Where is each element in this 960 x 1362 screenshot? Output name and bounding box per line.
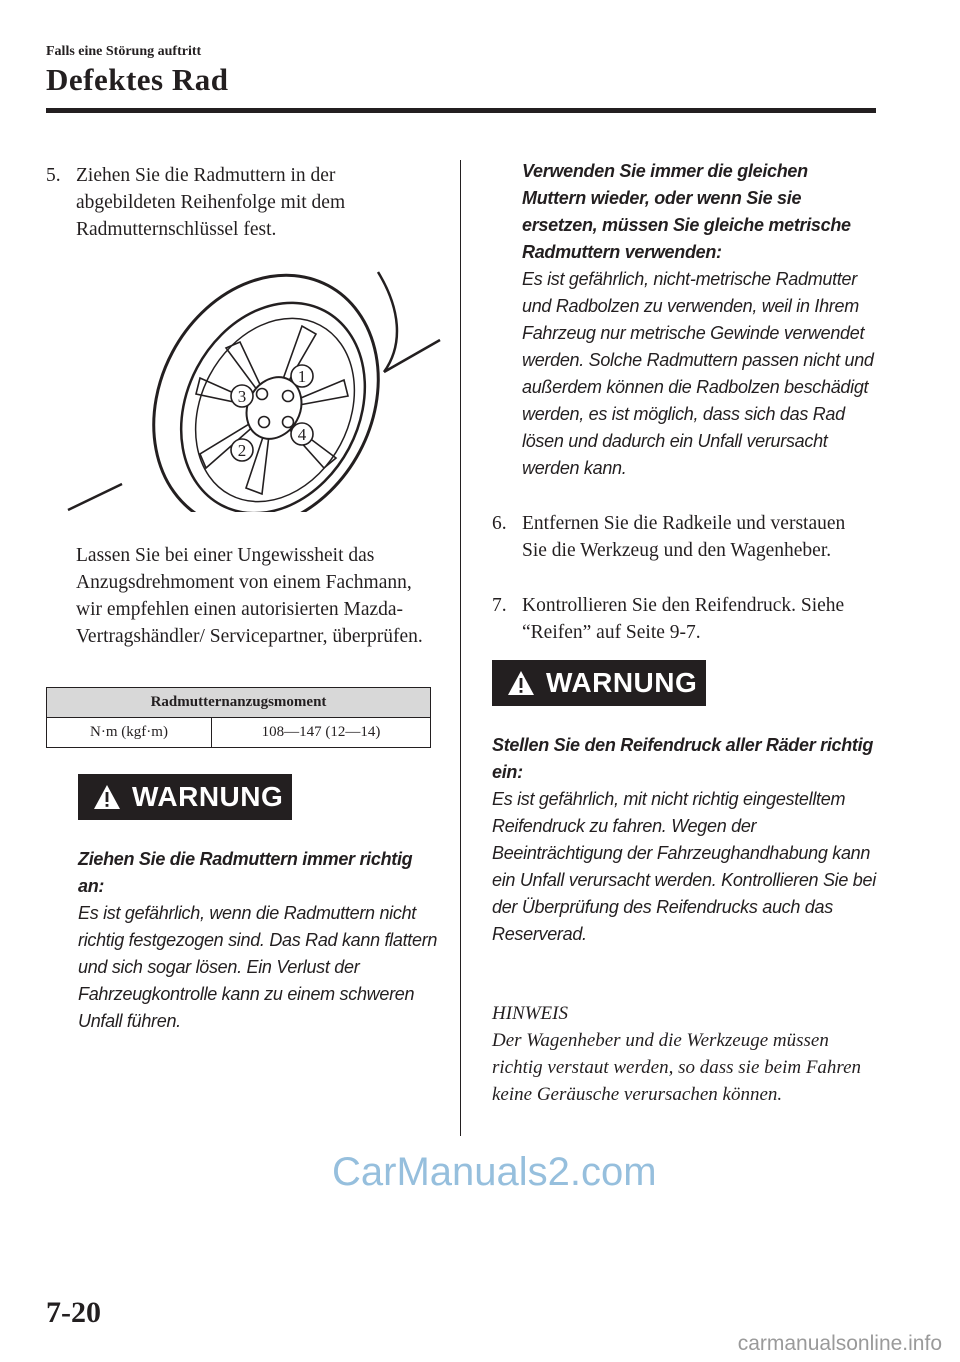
footer-watermark: carmanualsonline.info: [737, 1332, 942, 1355]
header-rule: [46, 108, 876, 113]
page-title: Defektes Rad: [46, 62, 229, 97]
step-7: [492, 592, 870, 646]
warning-banner-right: [492, 660, 706, 706]
label-3: 3: [237, 387, 247, 406]
warning-triangle-icon: [92, 783, 122, 811]
wheel-tightening-illustration: [66, 262, 446, 512]
label-4: 4: [297, 425, 307, 444]
page-number: 7-20: [46, 1296, 101, 1329]
step-6-number: 6.: [492, 513, 507, 534]
torque-unit: N·m (kgf·m): [47, 718, 212, 748]
section-label: Falls eine Störung auftritt: [46, 44, 202, 59]
step-5-text: Ziehen Sie die Radmuttern in der abgebildeten Reihenfolge mit dem Radmutternschlüssel fest.: [76, 165, 346, 240]
torque-value: 108―147 (12―14): [212, 718, 431, 748]
warning-continuation: [522, 158, 876, 482]
warning-heading-left: Ziehen Sie die Radmuttern immer richtig an:: [78, 849, 413, 896]
warning-triangle-icon: [506, 669, 536, 697]
torque-table-header: Radmutternanzugsmoment: [47, 688, 431, 718]
watermark: CarManuals2.com: [332, 1150, 657, 1194]
warning-label-right: WARNUNG: [546, 667, 698, 698]
warning-label-left: WARNUNG: [132, 781, 284, 812]
step-5-number: 5.: [46, 165, 61, 186]
step-7-number: 7.: [492, 595, 507, 616]
label-2: 2: [237, 441, 247, 460]
step-5: [46, 162, 426, 243]
note: [492, 1000, 862, 1108]
step-6-text: Entfernen Sie die Radkeile und verstauen Sie die Werkzeug und den Wagenheber.: [522, 513, 846, 561]
continuation-body: Es ist gefährlich, nicht-metrische Radmutter und Radbolzen zu verwenden, weil in Ihrem Fahrzeug nur metrische Gewinde verwendet werden. Solche Radmuttern passen nicht und außerdem können die Radbolzen beschädigt werden, es ist möglich, dass sich das Rad lösen und dadurch ein Unfall verursacht werden kann.: [522, 269, 874, 478]
warning-banner-left: [78, 774, 292, 820]
warning-text-left: [78, 846, 438, 1035]
warning-body-left: Es ist gefährlich, wenn die Radmuttern nicht richtig festgezogen sind. Das Rad kann flattern und sich sogar lösen. Ein Verlust der Fahrzeugkontrolle kann zu einem schweren Unfall führen.: [78, 903, 438, 1031]
note-body: Der Wagenheber und die Werkzeuge müssen richtig verstaut werden, so dass sie beim Fahren keine Geräusche verursachen können.: [492, 1030, 862, 1105]
column-divider: [460, 160, 461, 1136]
label-1: 1: [297, 367, 307, 386]
torque-table: [46, 687, 431, 748]
step-6: [492, 510, 870, 564]
continuation-heading: Verwenden Sie immer die gleichen Muttern wieder, oder wenn Sie sie ersetzen, müssen Sie gleiche metrische Radmuttern verwenden:: [522, 161, 851, 262]
note-title: HINWEIS: [492, 1003, 568, 1024]
warning-body-right: Es ist gefährlich, mit nicht richtig eingestelltem Reifendruck zu fahren. Wegen der Beeinträchtigung der Fahrzeughandhabung kann ein Unfall verursacht werden. Kontrollieren Sie bei der Überprüfung des Reifendrucks auch das Reserverad.: [492, 789, 876, 944]
warning-text-right: [492, 732, 878, 948]
step-7-text: Kontrollieren Sie den Reifendruck. Siehe “Reifen” auf Seite 9-7.: [522, 595, 845, 643]
after-image-text: Lassen Sie bei einer Ungewissheit das Anzugsdrehmoment von einem Fachmann, wir empfehlen einen autorisierten Mazda-Vertragshändler/ Servicepartner, überprüfen.: [76, 545, 423, 647]
warning-heading-right: Stellen Sie den Reifendruck aller Räder richtig ein:: [492, 735, 874, 782]
